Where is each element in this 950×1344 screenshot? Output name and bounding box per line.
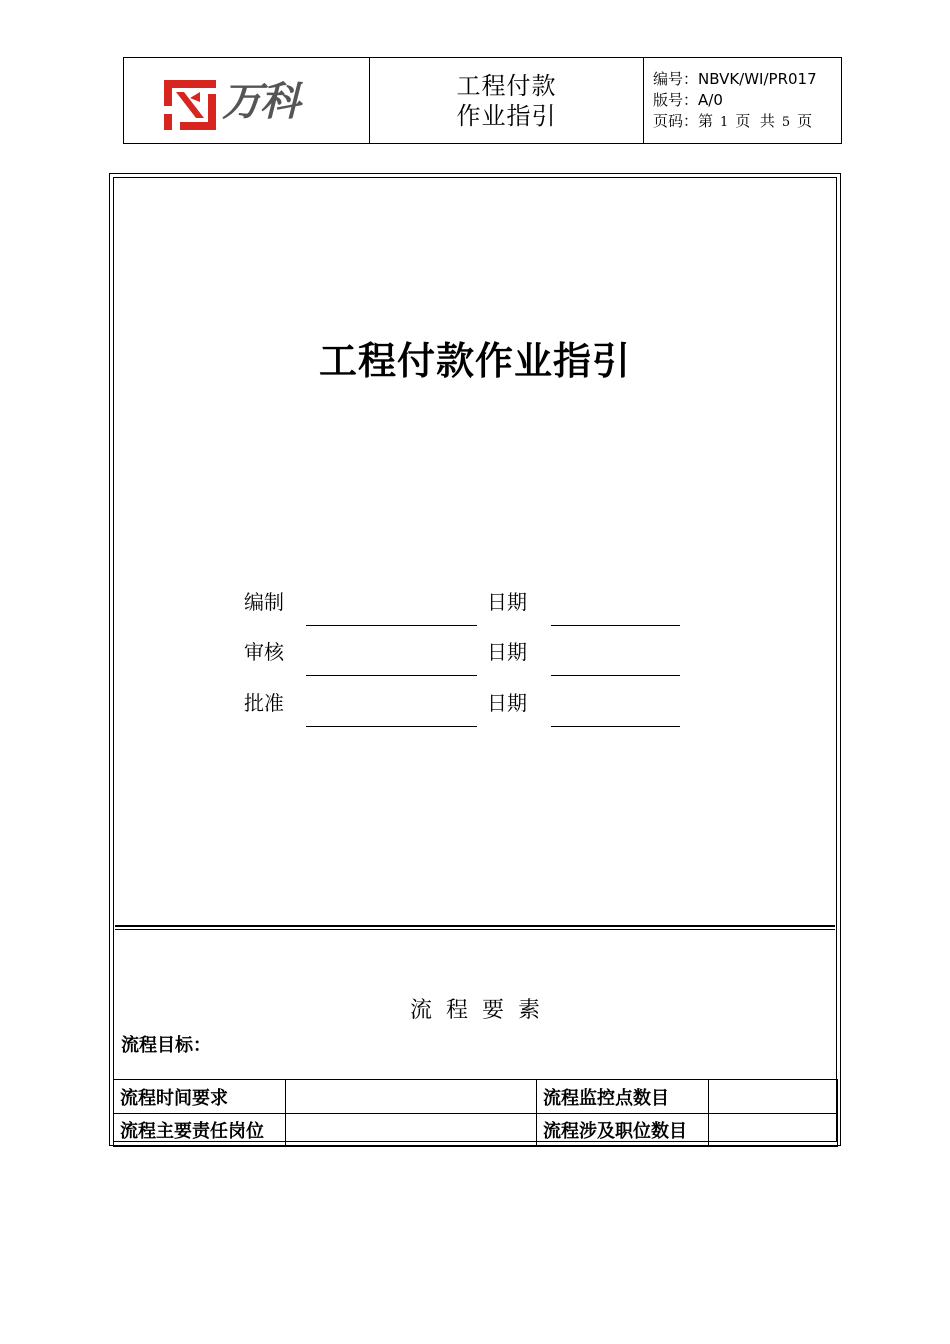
signature-date-label: 日期: [487, 691, 527, 715]
page-row: [653, 111, 841, 133]
signature-date-label: 日期: [487, 640, 527, 664]
section-divider: [115, 929, 835, 930]
code-label: 编号：: [653, 69, 699, 88]
document-header: [123, 57, 842, 144]
page-current: 1: [720, 114, 729, 130]
signature-role-label: 审核: [244, 640, 284, 664]
table-value-cell[interactable]: [709, 1114, 838, 1147]
document-title: 工程付款作业指引: [318, 339, 631, 383]
process-elements-title: 流程要素: [409, 998, 554, 1023]
signature-field-line[interactable]: [306, 625, 477, 626]
signature-field-line[interactable]: [306, 726, 477, 727]
date-field-line[interactable]: [551, 726, 680, 727]
version-row: [653, 90, 841, 111]
table-value-cell[interactable]: [286, 1114, 537, 1147]
version-label: 版号：: [653, 90, 699, 109]
logo-text: 万科: [222, 79, 298, 125]
page-mid2: 共: [759, 111, 775, 130]
table-label-cell: 流程涉及职位数目: [537, 1114, 709, 1147]
header-title: [370, 58, 644, 143]
table-row: [114, 1114, 838, 1147]
table-row: [114, 1080, 838, 1114]
logo-cell: [124, 58, 370, 143]
table-value-cell[interactable]: [286, 1080, 537, 1114]
signature-role-label: 编制: [244, 590, 284, 614]
version-value: A/0: [698, 90, 723, 109]
date-field-line[interactable]: [551, 625, 680, 626]
vanke-logo-icon: [164, 80, 216, 130]
table-label-cell: 流程主要责任岗位: [114, 1114, 286, 1147]
header-title-line2: 作业指引: [456, 101, 557, 130]
signature-date-label: 日期: [487, 590, 527, 614]
table-label-cell: 流程时间要求: [114, 1080, 286, 1114]
code-value: NBVK/WI/PR017: [698, 69, 817, 88]
page-mid1: 页: [735, 111, 751, 130]
page-total: 5: [781, 114, 791, 130]
header-info: [644, 58, 841, 143]
signature-role-label: 批准: [244, 691, 284, 715]
process-goal-label: 流程目标：: [121, 1035, 211, 1056]
section-divider: [115, 925, 835, 927]
page-label: 页码：: [653, 111, 699, 130]
process-elements-table: [113, 1079, 838, 1147]
code-row: [653, 69, 841, 90]
table-value-cell[interactable]: [709, 1080, 838, 1114]
page-suffix: 页: [797, 111, 813, 130]
table-label-cell: 流程监控点数目: [537, 1080, 709, 1114]
date-field-line[interactable]: [551, 675, 680, 676]
signature-field-line[interactable]: [306, 675, 477, 676]
header-title-line1: 工程付款: [456, 71, 557, 100]
page-prefix: 第: [698, 111, 714, 130]
